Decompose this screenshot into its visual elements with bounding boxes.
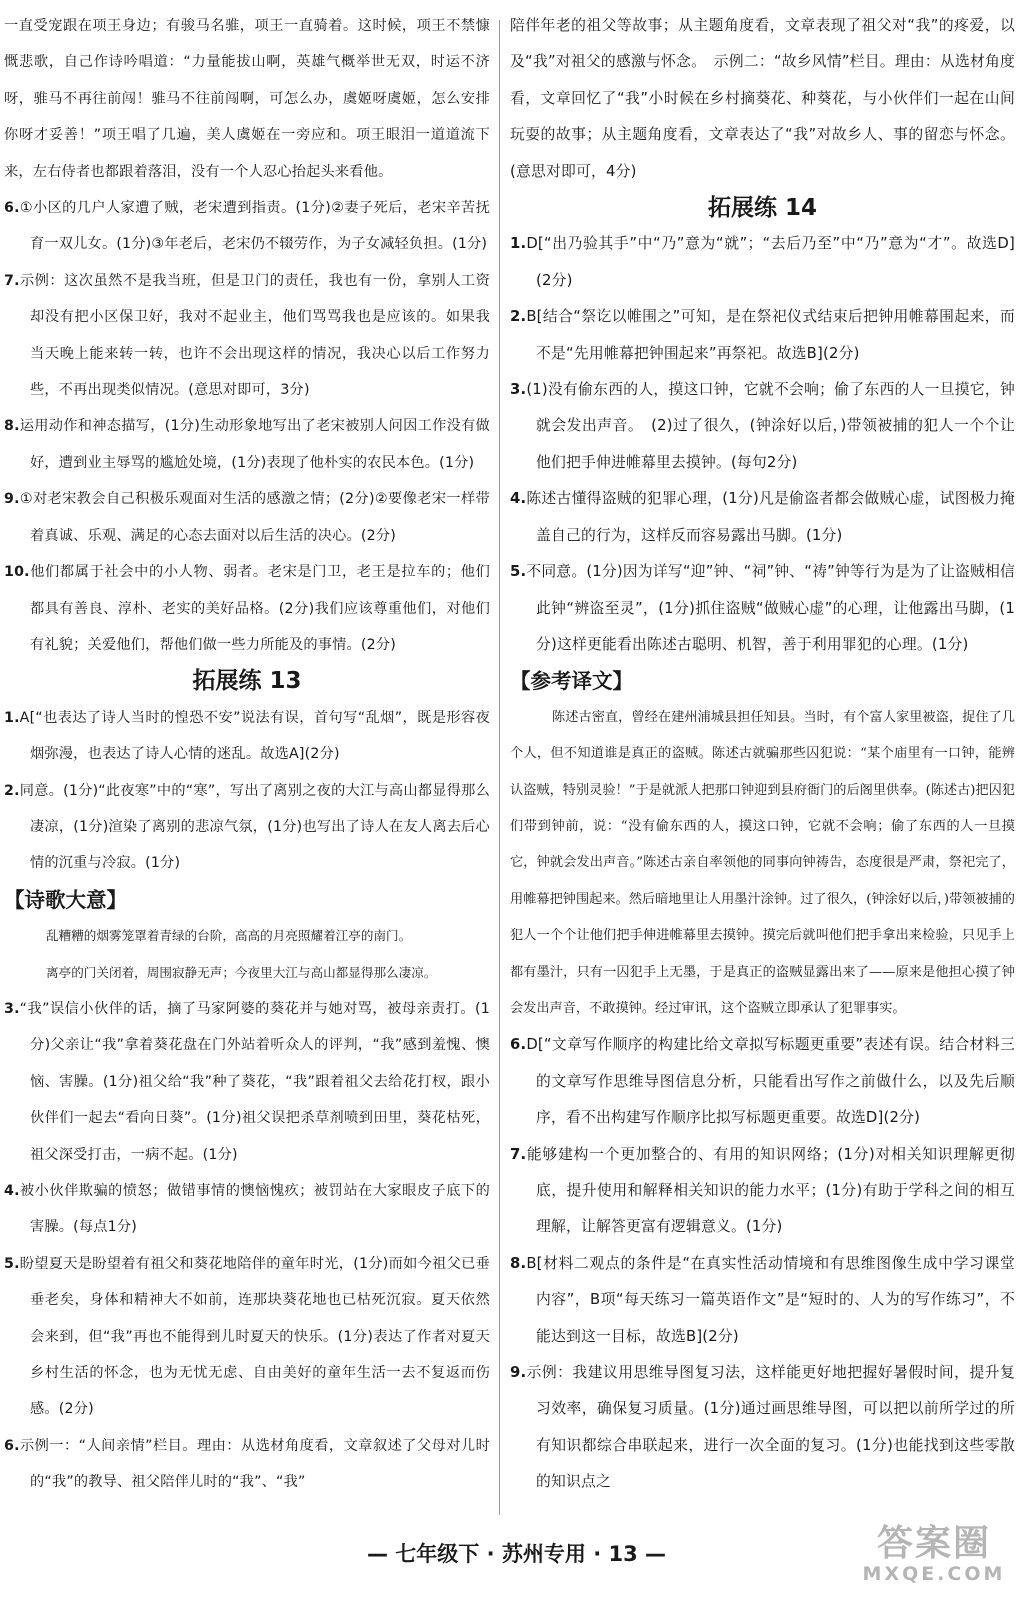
answer-number: 8.	[4, 418, 20, 435]
answer-item	[510, 226, 1015, 299]
answer-item	[4, 773, 490, 882]
answer-text: “我”误信小伙伴的话，摘了马家阿婆的葵花并与她对骂，被母亲责打。(1分)父亲让“我”拿着葵花盘在门外站着听众人的评判，“我”感到羞愧、懊恼、害臊。(1分)祖父给“我”种了葵花，“我”跟着祖父去给花打杈，跟小伙伴们一起去“看向日葵”。(1分)祖父误把杀草剂喷到田里，葵花枯死，祖父深受打击，一病不起。(1分)	[19, 1000, 490, 1163]
answer-text: ①小区的几户人家遭了贼，老宋遭到指责。(1分)②妻子死后，老宋辛苦抚育一双儿女。(1分)③年老后，老宋仍不辍劳作，为子女减轻负担。(1分)	[19, 200, 490, 253]
answer-item	[4, 263, 490, 409]
answer-number: 1.	[510, 235, 527, 253]
answer-text: (1)没有偷东西的人，摸这口钟，它就不会响；偷了东西的人一旦摸它，钟就会发出声音。 (2)过了很久，(钟涂好以后，)带领被捕的犯人一个个让他们把手伸进帷幕里去摸钟。(每句2分)	[526, 381, 1015, 471]
answer-list	[4, 700, 490, 882]
answer-text: D[“出乃验其手”中“乃”意为“就”；“去后乃至”中“乃”意为“才”。故选D](2分)	[526, 235, 1015, 289]
answer-text: D[“文章写作顺序的构建比给文章拟写标题更重要”表述有误。结合材料三的文章写作思维导图信息分析，只能看出写作之前做什么，以及先后顺序，看不出构建写作顺序比拟写标题更重要。故选D](2分)	[526, 1036, 1015, 1127]
answer-number: 6.	[4, 1437, 20, 1454]
translation-tag: 【参考译文】	[510, 669, 633, 694]
answer-number: 2.	[510, 308, 527, 326]
answer-item	[510, 481, 1015, 554]
answer-item	[510, 1137, 1015, 1246]
answer-number: 4.	[4, 1183, 20, 1199]
answer-number: 3.	[4, 1000, 20, 1017]
poem-line: 离亭的门关闭着，周围寂静无声；今夜里大江与高山都显得那么凄凉。	[46, 964, 437, 980]
answer-item	[4, 554, 490, 663]
column-divider	[499, 20, 500, 1515]
answer-item	[4, 991, 490, 1173]
answer-number: 8.	[510, 1254, 527, 1272]
left-column	[4, 8, 490, 1501]
poem-meaning-tag: 【诗歌大意】	[4, 887, 127, 912]
answer-text: 示例：这次虽然不是我当班，但是卫门的责任，我也有一份，拿别人工资却没有把小区保卫好，我对不起业主，他们骂骂我也是应该的。如果我当天晚上能来转一转，也许不会出现这样的情况，我决心以后工作努力些，不再出现类似情况。(意思对即可，3分)	[19, 272, 490, 399]
answer-text: 陈述古懂得盗贼的犯罪心理，(1分)凡是偷盗者都会做贼心虚，试图极力掩盖自己的行为，这样反而容易露出马脚。(1分)	[526, 490, 1015, 544]
answer-text: A[“也表达了诗人当时的惶恐不安”说法有误，首句写“乱烟”，既是形容夜烟弥漫，也表达了诗人心情的迷乱。故选A](2分)	[19, 709, 490, 763]
answer-text: 同意。(1分)“此夜寒”中的“寒”，写出了离别之夜的大江与高山都显得那么凄凉，(1分)渲染了离别的悲凉气氛，(1分)也写出了诗人在友人离去后心情的沉重与冷寂。(1分)	[19, 782, 490, 872]
translation-paragraph: 陈述古密直，曾经在建州浦城县担任知县。当时，有个富人家里被盗，捉住了几个人，但不知道谁是真正的盗贼。陈述古就骗那些囚犯说：“某个庙里有一口钟，能辨认盗贼，特别灵验！”于是就派人把那口钟迎到县府衙门的后阁里供奉。(陈述古)把囚犯们带到钟前，说：“没有偷东西的人，摸这口钟，它就不会响；偷了东西的人一旦摸它，钟就会发出声音。”陈述古亲自率领他的同事向钟祷告，态度很是严肃，祭祀完了，用帷幕把钟围起来。然后暗地里让人用墨汁涂钟。过了很久，(钟涂好以后，)带领被捕的犯人一个个让他们把手伸进帷幕里去摸钟。摸完后就叫他们把手拿出来检验，只见手上都有墨汁，只有一囚犯手上无墨，于是真正的盗贼显露出来了——原来是他担心摸了钟会发出声音，不敢摸钟。经过审讯，这个盗贼立即承认了犯罪事实。	[510, 709, 1015, 1016]
page-footer: — 七年级下 · 苏州专用 · 13 —	[366, 1542, 667, 1566]
answer-list	[510, 226, 1015, 663]
answer-text: 能够建构一个更加整合的、有用的知识网络；(1分)对相关知识理解更彻底，提升使用和解释相关知识的能力水平；(1分)有助于学科之间的相互理解，让解答更富有逻辑意义。(1分)	[526, 1145, 1015, 1236]
answer-list	[4, 991, 490, 1501]
section-heading-14: 拓展练 14	[707, 195, 817, 222]
answer-text: B[材料二观点的条件是“在真实性活动情境和有思维图像生成中学习课堂内容”，B项“每天练习一篇英语作文”是“短时的、人为的写作练习”，不能达到这一目标，故选B](2分)	[526, 1254, 1015, 1345]
answer-number: 3.	[510, 381, 527, 399]
section-heading-13: 拓展练 13	[192, 668, 302, 695]
answer-text: ①对老宋教会自己积极乐观面对生活的感激之情；(2分)②要像老宋一样带着真诚、乐观、满足的心态去面对以后生活的决心。(2分)	[19, 491, 490, 544]
poem-line: 乱糟糟的烟雾笼罩着青绿的台阶，高高的月亮照耀着江亭的南门。	[46, 928, 412, 944]
answer-continued-paragraph: 陪伴年老的祖父等故事；从主题角度看，文章表现了祖父对“我”的疼爱，以及“我”对祖父的感激与怀念。 示例二：“故乡风情”栏目。理由：从选材角度看，文章回忆了“我”小时候在乡村摘葵花、种葵花，与小伙伴们一起在山间玩耍的故事；从主题角度看，文章表达了“我”对故乡人、事的留恋与怀念。(意思对即可，4分)	[510, 17, 1015, 180]
answer-number: 2.	[4, 782, 20, 799]
answer-item	[4, 481, 490, 554]
answer-text: 运用动作和神态描写，(1分)生动形象地写出了老宋被别人问因工作没有做好，遭到业主辱骂的尴尬处境，(1分)表现了他朴实的农民本色。(1分)	[19, 418, 490, 471]
answer-item	[510, 1355, 1015, 1501]
answer-item	[510, 554, 1015, 663]
answer-number: 9.	[510, 1364, 527, 1382]
answer-number: 5.	[510, 563, 527, 581]
answer-number: 5.	[4, 1255, 20, 1272]
answer-item	[4, 1246, 490, 1428]
right-column	[510, 8, 1015, 1501]
answer-number: 6.	[4, 200, 20, 217]
answer-item	[510, 1246, 1015, 1355]
watermark-text: 答案圈	[876, 1523, 991, 1564]
answer-item	[4, 1428, 490, 1501]
answer-number: 9.	[4, 491, 20, 508]
answer-number: 4.	[510, 490, 527, 508]
answer-list	[4, 190, 490, 663]
answer-text: 他们都属于社会中的小人物、弱者。老宋是门卫，老王是拉车的；他们都具有善良、淳朴、老实的美好品格。(2分)我们应该尊重他们，对他们有礼貌；关爱他们，帮他们做一些力所能及的事情。(2分)	[29, 564, 490, 653]
answer-text: 不同意。(1分)因为详写“迎”钟、“祠”钟、“祷”钟等行为是为了让盗贼相信此钟“辨盗至灵”，(1分)抓住盗贼“做贼心虚”的心理，让他露出马脚，(1分)这样更能看出陈述古聪明、机智，善于利用罪犯的心理。(1分)	[526, 563, 1015, 653]
answer-item	[510, 372, 1015, 481]
answer-list	[510, 1027, 1015, 1500]
answer-text: 示例：我建议用思维导图复习法，这样能更好地把握好暑假时间，提升复习效率，确保复习质量。(1分)通过画思维导图，可以把以前所学过的所有知识都综合串联起来，进行一次全面的复习。(1分)也能找到这些零散的知识点之	[526, 1364, 1015, 1491]
answer-text: 示例一：“人间亲情”栏目。理由：从选材角度看，文章叙述了父母对儿时的“我”的教导、祖父陪伴儿时的“我”、“我”	[19, 1437, 490, 1491]
answer-number: 10.	[4, 564, 30, 581]
watermark-url: MXQE.COM	[862, 1563, 1006, 1585]
answer-item	[4, 1173, 490, 1246]
answer-item	[4, 700, 490, 773]
answer-item	[4, 190, 490, 263]
answer-number: 1.	[4, 709, 20, 726]
answer-number: 7.	[4, 272, 20, 289]
answer-item	[510, 1027, 1015, 1136]
translation-continued-paragraph: 一直受宠跟在项王身边；有骏马名骓，项王一直骑着。这时候，项王不禁慷慨悲歌，自己作诗吟唱道：“力量能拔山啊，英雄气概举世无双，时运不济呀，骓马不再往前闯！骓马不往前闯啊，可怎么办，虞姬呀虞姬，怎么安排你呀才妥善！”项王唱了几遍，美人虞姬在一旁应和。项王眼泪一道道流下来，左右侍者也都跟着落泪，没有一个人忍心抬起头来看他。	[4, 18, 490, 180]
answer-number: 7.	[510, 1145, 527, 1163]
answer-text: B[结合“祭讫以帷围之”可知，是在祭祀仪式结束后把钟用帷幕围起来，而不是“先用帷幕把钟围起来”再祭祀。故选B](2分)	[526, 308, 1015, 362]
answer-text: 盼望夏天是盼望着有祖父和葵花地陪伴的童年时光，(1分)而如今祖父已垂垂老矣，身体和精神大不如前，连那块葵花地也已枯死沉寂。夏天依然会来到，但“我”再也不能得到儿时夏天的快乐。(1分)表达了作者对夏天乡村生活的怀念，也为无忧无虑、自由美好的童年生活一去不复返而伤感。(2分)	[19, 1255, 490, 1418]
answer-text: 被小伙伴欺骗的愤怒；做错事情的懊恼愧疚；被罚站在大家眼皮子底下的害臊。(每点1分)	[19, 1183, 490, 1236]
watermark-logo	[849, 1524, 1019, 1586]
answer-item	[510, 299, 1015, 372]
answer-item	[4, 408, 490, 481]
answer-number: 6.	[510, 1036, 527, 1054]
